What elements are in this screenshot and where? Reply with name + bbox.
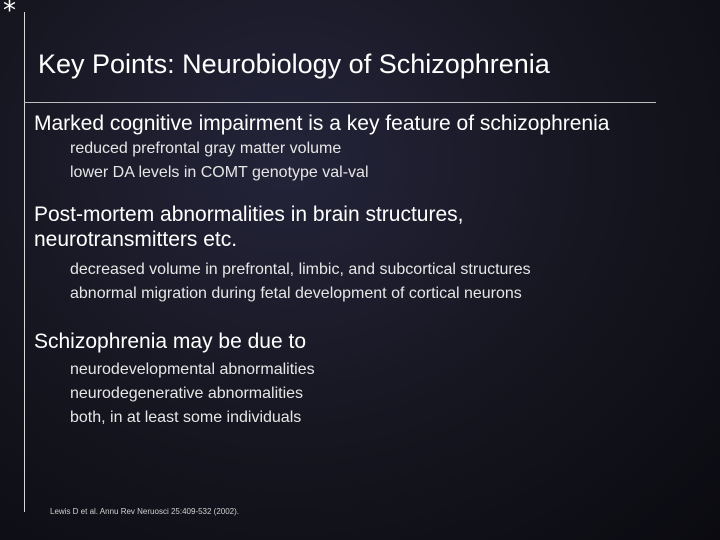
key-point-1 [34,111,609,185]
title-underline [24,102,656,103]
asterisk-marker: * [3,0,16,26]
vertical-rule [24,12,25,512]
key-point-line: neurotransmitters etc. [34,228,238,251]
subpoint: abnormal migration during fetal development of cortical neurons [70,285,522,302]
subpoint: reduced prefrontal gray matter volume [70,140,342,157]
subpoint: decreased volume in prefrontal, limbic, and subcortical structures [70,261,531,278]
subpoint-list [34,137,609,185]
subpoint: neurodegenerative abnormalities [70,385,304,402]
key-point-text: Schizophrenia may be due to [34,330,307,353]
subpoint: neurodevelopmental abnormalities [70,361,315,378]
subpoint-list [34,358,315,430]
subpoint: lower DA levels in COMT genotype val-val [70,164,369,181]
key-point-text [34,202,531,252]
subpoint-list [34,258,531,306]
subpoint: both, in at least some individuals [70,409,302,426]
slide-title: Key Points: Neurobiology of Schizophrenia [38,49,550,79]
key-point-3 [34,329,315,430]
key-point-text: Marked cognitive impairment is a key feature of schizophrenia [34,112,610,135]
citation: Lewis D et al. Annu Rev Neruosci 25:409-532 (2002). [50,507,239,516]
key-point-line: Post-mortem abnormalities in brain structures, [34,203,464,226]
key-point-2 [34,202,531,306]
